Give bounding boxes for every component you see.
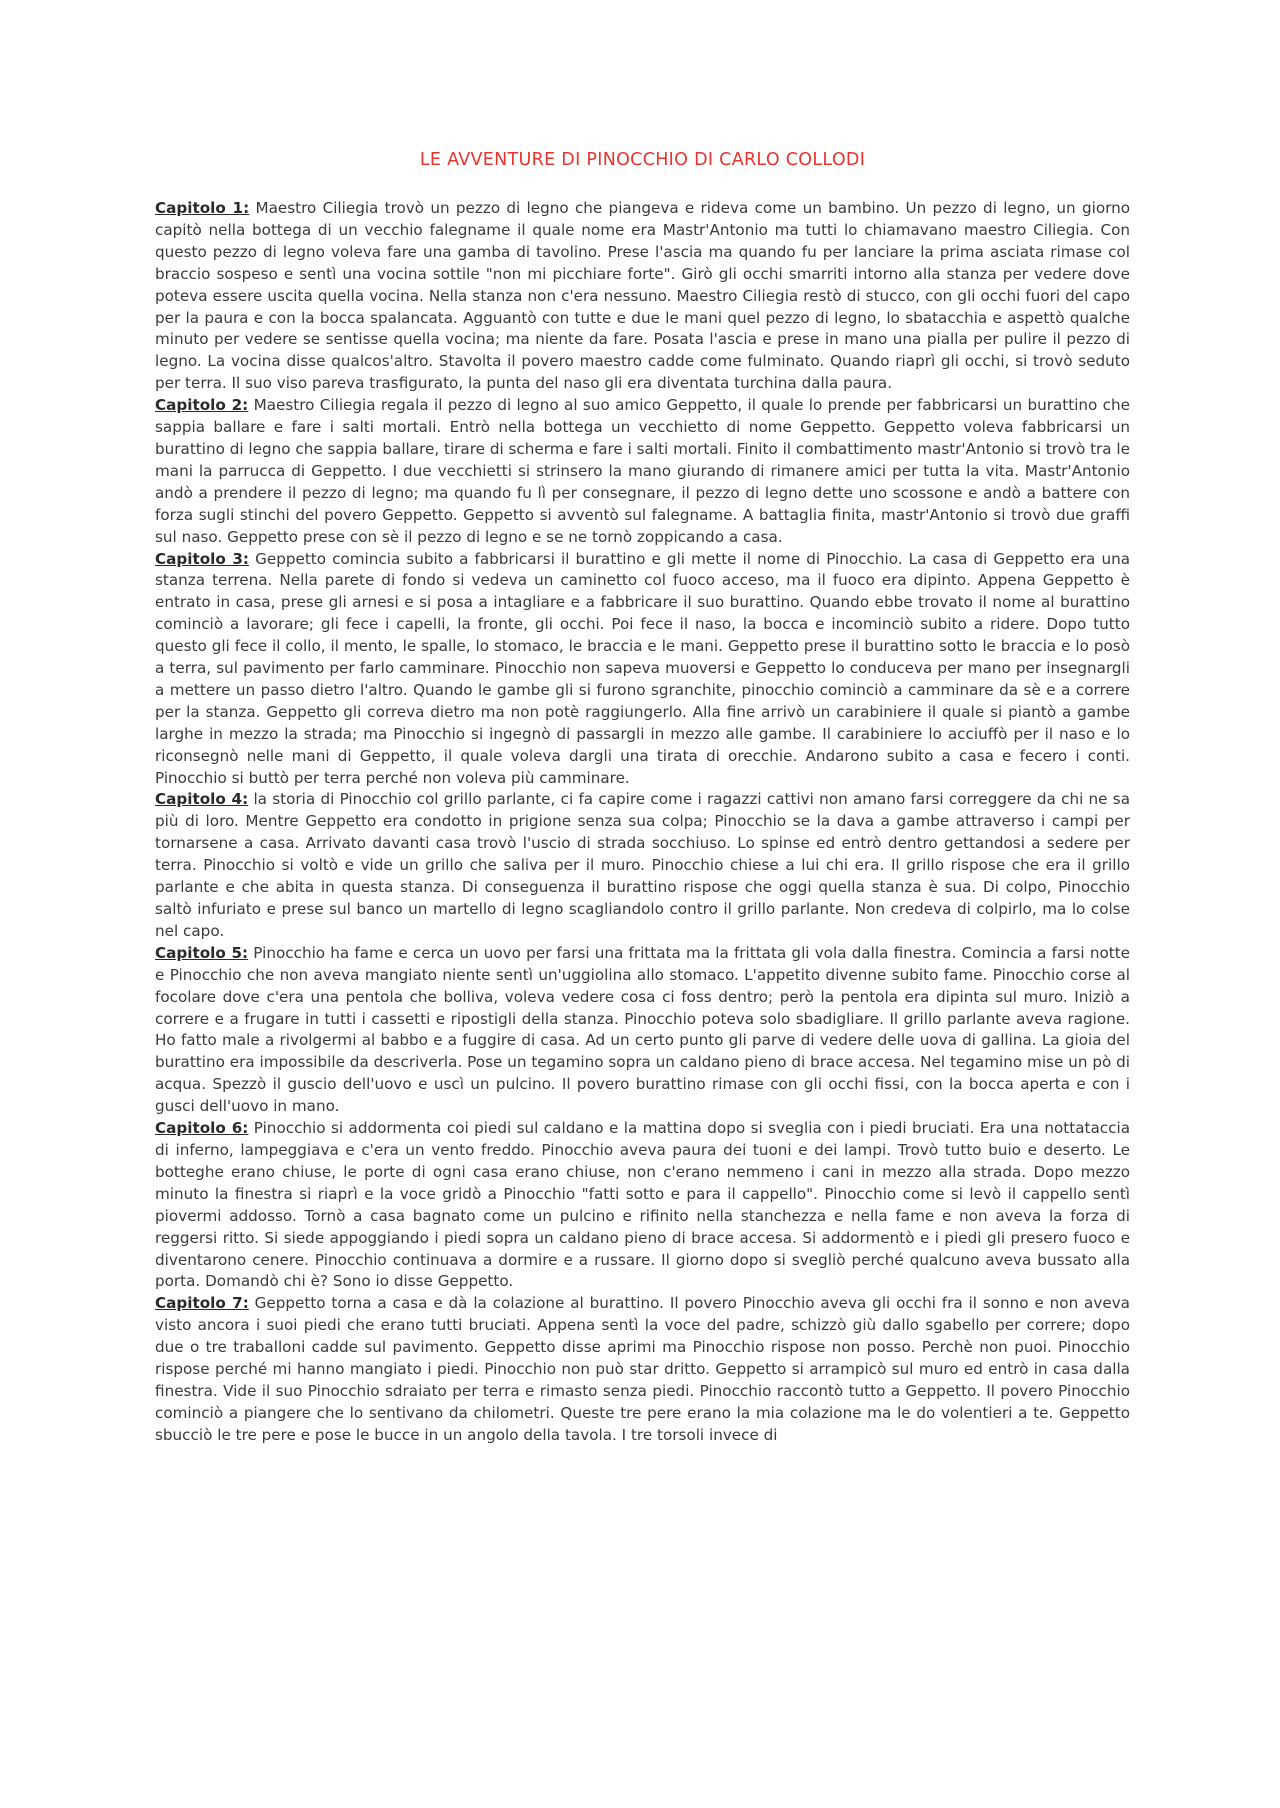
chapter-6-label: Capitolo 6: bbox=[155, 1119, 249, 1138]
chapter-1-text: Maestro Ciliegia trovò un pezzo di legno che piangeva e rideva come un bambino. Un pezzo di legno, un giorno capitò nella bottega di un vecchio falegname il quale nome era Mastr'Antonio ma tutti lo chiamavano maestro Ciliegia. Con questo pezzo di legno voleva fare una gamba di tavolino. Prese l'ascia ma quando fu per lanciare la prima asciata rimase col braccio sospeso e sentì una vocina sottile "non mi picchiare forte". Girò gli occhi smarriti intorno alla stanza per vedere dove poteva essere uscita quella vocina. Nella stanza non c'era nessuno. Maestro Ciliegia restò di stucco, con gli occhi fuori del capo per la paura e con la bocca spalancata. Agguantò con tutte e due le mani quel pezzo di legno, lo sbatacchia e aspettò qualche minuto per vedere se sentisse quella vocina; ma niente da fare. Posata l'ascia e prese in mano una pialla per pulire il pezzo di legno. La vocina disse qualcos'altro. Stavolta il povero maestro cadde come fulminato. Quando riaprì gli occhi, si trovò seduto per terra. Il suo viso pareva trasfigurato, la punta del naso gli era diventata turchina dalla paura. bbox=[155, 199, 1131, 393]
chapter-5-text: Pinocchio ha fame e cerca un uovo per farsi una frittata ma la frittata gli vola dalla finestra. Comincia a farsi notte e Pinocchio che non aveva mangiato niente sentì un'uggiolina allo stomaco. L'appetito divenne subito fame. Pinocchio corse al focolare dove c'era una pentola che bolliva, voleva vedere cosa ci foss dentro; però la pentola era dipinta sul muro. Iniziò a correre e a frugare in tutti i cassetti e ripostigli della stanza. Pinocchio poteva solo sbadigliare. Il grillo parlante aveva ragione. Ho fatto male a rivolgermi al babbo e a fuggire di casa. Ad un certo punto gli parve di vedere delle uova di gallina. La gioia del burattino era impossibile da descriverla. Pose un tegamino sopra un caldano pieno di brace accesa. Nel tegamino mise un pò di acqua. Spezzò il guscio dell'uovo e uscì un pulcino. Il povero burattino rimase con gli occhi fissi, con la bocca aperta e con i gusci dell'uovo in mano. bbox=[155, 943, 1130, 1116]
chapter-4-text: la storia di Pinocchio col grillo parlante, ci fa capire come i ragazzi cattivi non amano farsi correggere da chi ne sa più di loro. Mentre Geppetto era condotto in prigione senza sua colpa; Pinocchio se la dava a gambe attraverso i campi per tornarsene a casa. Arrivato davanti casa trovò l'uscio di strada socchiuso. Lo spinse ed entrò dentro gettandosi a sedere per terra. Pinocchio si voltò e vide un grillo che saliva per il muro. Pinocchio chiese a lui chi era. Il grillo rispose che era il grillo parlante e che abita in questa stanza. Di conseguenza il burattino rispose che oggi quella stanza è sua. Di colpo, Pinocchio saltò infuriato e prese sul banco un martello di legno scagliandolo contro il grillo parlante. Non credeva di colpirlo, ma lo colse nel capo. bbox=[155, 790, 1131, 940]
chapter-6-text: Pinocchio si addormenta coi piedi sul caldano e la mattina dopo si sveglia con i piedi bruciati. Era una nottataccia di inferno, lampeggiava e c'era un vento freddo. Pinocchio aveva paura dei tuoni e dei lampi. Trovò tutto buio e deserto. Le botteghe erano chiuse, le porte di ogni casa erano chiuse, non c'erano nemmeno i cani in mezzo alla strada. Dopo mezzo minuto la finestra si riaprì e la voce gridò a Pinocchio "fatti sotto e para il cappello". Pinocchio come si levò il cappello sentì piovermi addosso. Tornò a casa bagnato come un pulcino e rifinito nella stanchezza e nella fame e non aveva la forza di reggersi ritto. Si siede appoggiando i piedi sopra un caldano pieno di brace accesa. Si addormentò e i piedi gli presero fuoco e diventarono cenere. Pinocchio continuava a dormire e a russare. Il giorno dopo si svegliò perché qualcuno aveva bussato alla porta. Domandò chi è? Sono io disse Geppetto. bbox=[155, 1119, 1130, 1291]
chapter-7-text: Geppetto torna a casa e dà la colazione al burattino. Il povero Pinocchio aveva gli occhi fra il sonno e non aveva visto ancora i suoi piedi che erano tutti bruciati. Appena sentì la voce del padre, schizzò giù dallo sgabello per correre; dopo due o tre traballoni cadde sul pavimento. Geppetto disse aprimi ma Pinocchio rispose non posso. Perchè non puoi. Pinocchio rispose perché mi hanno mangiato i piedi. Pinocchio non può star dritto. Geppetto si arrampicò sul muro ed entrò in casa dalla finestra. Vide il suo Pinocchio sdraiato per terra e rimasto senza piedi. Pinocchio raccontò tutto a Geppetto. Il povero Pinocchio cominciò a piangere che lo sentivano da chilometri. Queste tre pere erano la mia colazione ma le do volentieri a te. Geppetto sbucciò le tre pere e pose le bucce in un angolo della tavola. I tre torsoli invece di bbox=[155, 1294, 1130, 1444]
chapter-7 bbox=[155, 1293, 1130, 1446]
document-page bbox=[155, 150, 1130, 1447]
chapter-5-label: Capitolo 5: bbox=[155, 943, 249, 962]
chapter-4 bbox=[155, 789, 1130, 942]
chapter-6 bbox=[155, 1118, 1130, 1293]
chapter-7-label: Capitolo 7: bbox=[155, 1294, 249, 1313]
chapter-2 bbox=[155, 395, 1130, 548]
chapter-2-text: Maestro Ciliegia regala il pezzo di legno al suo amico Geppetto, il quale lo prende per fabbricarsi un burattino che sappia ballare e fare i salti mortali. Entrò nella bottega un vecchietto di nome Geppetto. Geppetto voleva fabbricarsi un burattino di legno che sappia ballare, tirare di scherma e fare i salti mortali. Finito il combattimento mastr'Antonio si trovò tra le mani la parrucca di Geppetto. I due vecchietti si strinsero la mano giurando di rimanere amici per tutta la vita. Mastr'Antonio andò a prendere il pezzo di legno; ma quando fu lì per consegnare, il pezzo di legno dette uno scossone e andò a battere con forza sugli stinchi del povero Geppetto. Geppetto si avventò sul falegname. A battaglia finita, mastr'Antonio si trovò due graffi sul naso. Geppetto prese con sè il pezzo di legno e se ne tornò zoppicando a casa. bbox=[155, 396, 1131, 546]
chapter-2-label: Capitolo 2: bbox=[155, 396, 249, 415]
chapter-list bbox=[155, 198, 1130, 1447]
chapter-3 bbox=[155, 549, 1130, 790]
chapter-1-label: Capitolo 1: bbox=[155, 199, 250, 217]
chapter-5 bbox=[155, 943, 1130, 1118]
chapter-4-label: Capitolo 4: bbox=[155, 790, 249, 809]
chapter-3-text: Geppetto comincia subito a fabbricarsi il burattino e gli mette il nome di Pinocchio. La casa di Geppetto era una stanza terrena. Nella parete di fondo si vedeva un caminetto col fuoco acceso, ma il fuoco era dipinto. Appena Geppetto è entrato in casa, prese gli arnesi e si posa a intagliare e a fabbricare il suo burattino. Quando ebbe trovato il nome al burattino cominciò a lavorare; gli fece i capelli, la fronte, gli occhi. Poi fece il naso, la bocca e incominciò subito a ridere. Dopo tutto questo gli fece il collo, il mento, le spalle, lo stomaco, le braccia e le mani. Geppetto prese il burattino sotto le braccia e lo posò a terra, sul pavimento per farlo camminare. Pinocchio non sapeva muoversi e Geppetto lo conduceva per mano per insegnargli a mettere un passo dietro l'altro. Quando le gambe gli si furono sgranchite, pinocchio cominciò a camminare da sè e a correre per la stanza. Geppetto gli correva dietro ma non potè raggiungerlo. Alla fine arrivò un carabiniere il quale si piantò a gambe larghe in mezzo la strada; ma Pinocchio si ingegnò di passargli in mezzo alle gambe. Il carabiniere lo acciuffò per il naso e lo riconsegnò nelle mani di Geppetto, il quale voleva dargli una tirata di orecchie. Andarono subito a casa e fecero i conti. Pinocchio si buttò per terra perché non voleva più camminare. bbox=[155, 549, 1131, 787]
chapter-3-label: Capitolo 3: bbox=[155, 549, 249, 568]
document-title: LE AVVENTURE DI PINOCCHIO DI CARLO COLLODI bbox=[419, 150, 866, 170]
chapter-1 bbox=[155, 198, 1130, 395]
